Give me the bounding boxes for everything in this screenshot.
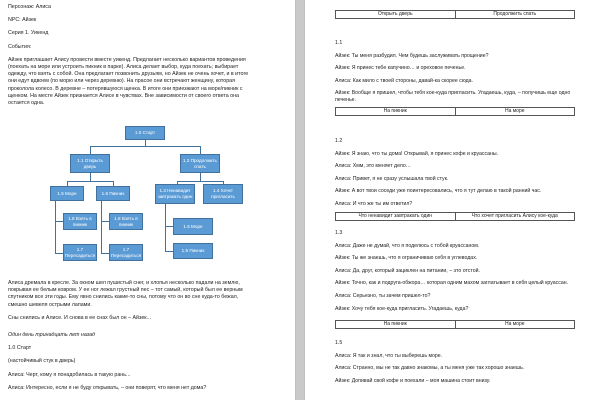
connector (177, 181, 223, 182)
node-label: 1.5 Пикник (181, 248, 205, 254)
connector (90, 173, 91, 181)
choice-table (335, 107, 575, 116)
intro-line: Айзек приглашает Алису провести вместе уикенд. Предлагает несколько вариантов проведения (8, 56, 246, 63)
intro-line: проколола колесо. В деревне – потерявшуюся щенка. В итоге они приезжают на море/пикник с (8, 85, 243, 92)
node-label: 1.7 Пересадиться (110, 246, 142, 258)
node-transfer (109, 244, 143, 261)
dialogue-line: Алиса: Серьезно, ты зачем пришел-то? (335, 292, 431, 299)
script-line: Алиса: Черт, кому я понадобилась в такую рань... (8, 371, 131, 378)
choice-cell[interactable]: На пикник (336, 108, 456, 116)
document-page-left (0, 0, 295, 400)
script-line: Алиса: Интересно, если я не буду открывать, – они поверят, что меня нет дома? (8, 384, 207, 391)
story-line: Сны снились и Алисе. И снова в ее снах был он – Айзек... (8, 314, 152, 321)
dialogue-line: Алиса: Даже не думай, что я поделюсь с тобой круассаном. (335, 242, 480, 249)
dialogue-line: Алиса: И что же ты им ответил? (335, 200, 413, 207)
connector (165, 226, 173, 227)
node-open-door (70, 154, 110, 173)
node-label: 1.2 Продолжить спать (183, 157, 217, 169)
character-line: Персонаж: Алиса (8, 4, 51, 10)
node-take-picnic (109, 213, 143, 230)
document-page-right (305, 0, 600, 400)
section-heading: 1.2 (335, 138, 343, 144)
dialogue-line: Айзек: Точно, как и подруга-обжора… которая одним махом заглатывает в себя целый круассан. (335, 280, 569, 287)
intro-paragraph (8, 57, 284, 107)
node-label: 1.1 Открыть дверь (77, 157, 103, 169)
npc-line: NPC: Айзек (8, 17, 37, 24)
dialogue-line: Айзек: Я принес тебе капучино… и ореховое печенье. (335, 65, 466, 72)
node-label: 1.8 Взять в пикник (114, 215, 138, 227)
connector (165, 204, 166, 252)
dialogue-line: Айзек: Я знаю, что ты дома! Открывай, я принес кофе и круассаны. (335, 150, 498, 157)
node-transfer (63, 244, 97, 261)
choice-table (335, 10, 575, 19)
dialogue-line: Алиса: Привет, я не сразу услышала твой стук. (335, 175, 449, 182)
node-label: 1.8 Взять в пикник (68, 215, 92, 227)
choice-table (335, 212, 575, 221)
dialogue-line: Айзек: Вообще я пришел, чтобы тебя кое-куда пригласить. Угадаешь, куда, – получишь еще одно печенье. (335, 90, 571, 103)
connector (55, 221, 63, 222)
choice-cell[interactable]: Продолжить спать (455, 11, 575, 19)
connector (101, 253, 109, 254)
intro-line: щенком. На месте Айзек признается Алисе в чувствах. Вне зависимости от своего ответа она (8, 92, 239, 99)
node-sea (50, 186, 84, 201)
dialogue-line: Алиса: Хмм, это меняет дело… (335, 163, 411, 170)
intro-line: они едут вдвоем (по морю или через деревню). На прасое они встречают женщину, которая (8, 78, 235, 85)
italic-heading: Один день тринадцать лет назад (8, 332, 95, 339)
connector (67, 181, 113, 182)
node-keep-sleeping (180, 154, 220, 173)
node-picnic (96, 186, 130, 201)
script-line: 1.0 Старт (8, 345, 32, 352)
node-hate-breakfast (155, 184, 195, 204)
node-label: 1.5 Море (57, 190, 77, 196)
choice-cell[interactable]: На море (455, 108, 575, 116)
intro-line: одежду, что взять с собой. Она предлагает позвонить друзьям, но Айзек не очень хочет, и в итоге (8, 71, 249, 78)
node-label: 1.4 Хочет пригласить (211, 188, 235, 199)
node-take-picnic (63, 213, 97, 230)
connector (200, 173, 201, 181)
events-label: События: (8, 43, 32, 50)
choice-table (335, 320, 575, 329)
intro-line: остается одна. (8, 100, 45, 107)
section-heading: 1.3 (335, 230, 343, 236)
node-sea (173, 218, 213, 235)
section-heading: 1.1 (335, 40, 343, 46)
section-heading: 1.5 (335, 340, 343, 346)
choice-cell[interactable]: На пикник (336, 321, 456, 329)
node-invite (203, 184, 243, 204)
story-line: спутником все эти годы. Ему явно снились какие-то сны, потому что он во сне куда-то бежал, (8, 294, 239, 301)
episode-line: Серия 1. Уикенд (8, 30, 49, 37)
section-1-3 (335, 230, 585, 318)
section-1-5 (335, 340, 585, 390)
choice-cell[interactable]: Что хочет пригласить Алису кое-куда (455, 213, 575, 221)
choice-cell[interactable]: Что ненавидит завтракать один (336, 213, 456, 221)
node-start (125, 126, 165, 140)
node-label: 1.3 Ненавидит завтракать один (157, 188, 193, 199)
story-line: Алиса дремала в кресле. За окном шел пушистый снег, и хлопья несколько падали на землю, (8, 280, 240, 286)
branch-flowchart (45, 126, 245, 271)
node-picnic (173, 243, 213, 259)
dialogue-line: Айзек: Ты же знаешь, что я ограничиваю себя в углеводах. (335, 255, 478, 262)
connector (165, 251, 173, 252)
dialogue-line: Алиса: Я так и знал, что ты выберешь море. (335, 352, 443, 359)
node-label: 1.5 Море (183, 223, 203, 229)
connector (90, 146, 91, 154)
script-line: (настойчивый стук в дверь) (8, 358, 76, 365)
dialogue-line: Айзек: Ты меня разбудил. Чем будешь заслуживать прощение? (335, 52, 489, 59)
dialogue-line: Алиса: Как мило с твоей стороны, давай-ка скорее сюда. (335, 77, 473, 84)
section-1-1 (335, 40, 585, 110)
section-1-2 (335, 138, 585, 214)
story-line: смешно шевеля острыми лапами. (8, 301, 92, 308)
connector (200, 146, 201, 154)
dialogue-line: Алиса: Странно, мы не так давно знакомы, а ты меня уже так хорошо знаешь. (335, 365, 525, 372)
connector (55, 253, 63, 254)
choice-cell[interactable]: Открыть дверь (336, 11, 456, 19)
node-label: 1.7 Пересадиться (64, 246, 96, 258)
story-line: покрывая ее белым ковром. У ее ног лежал грустный пес – тот самый, который был ее верным (8, 287, 243, 294)
choice-cell[interactable]: На море (455, 321, 575, 329)
story-text (8, 280, 284, 392)
dialogue-line: Айзек: Хочу тебя кое-куда пригласить. Угадаешь, куда? (335, 305, 469, 312)
dialogue-line: Алиса: Да, друг, который зациклен на питании, – это отстой. (335, 267, 480, 274)
node-label: 1.0 Старт (134, 130, 156, 136)
node-label: 1.6 Пикник (101, 190, 125, 196)
connector (101, 221, 109, 222)
dialogue-line: Айзек: Допивай свой кофе и поехали – моя машина стоит внизу. (335, 377, 491, 384)
dialogue-line: Айзек: А вот твои соседи уже поинтересовались, что я тут делаю в такой ранний час. (335, 188, 542, 195)
connector (90, 146, 200, 147)
scenario-header (8, 4, 284, 107)
intro-line: (поехать на море или устроить пикник в парке). Алиса делает выбор, куда поехать; выбирает (8, 64, 239, 71)
